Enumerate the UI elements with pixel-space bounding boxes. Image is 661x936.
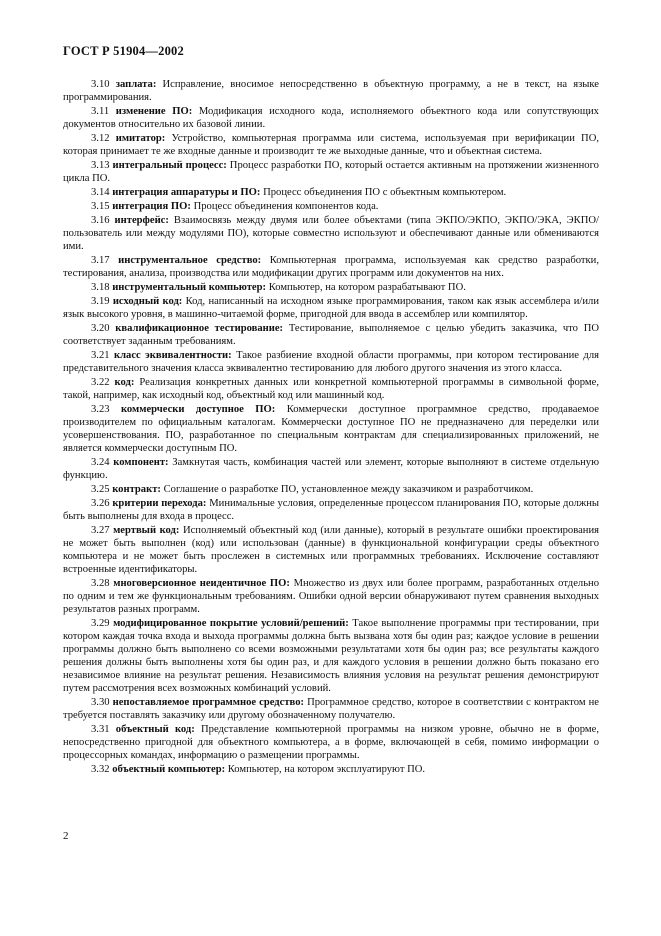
entry-term: мертвый код: <box>113 524 180 536</box>
definition-entry <box>63 696 599 722</box>
entry-text: Процесс разработки ПО, который остается активным на протяжении жизненного цикла ПО. <box>63 159 599 185</box>
entry-text: Исправление, вносимое непосредственно в объектную программу, а не в текст, на языке программирования. <box>63 79 599 104</box>
entry-text: Соглашение о разработке ПО, установленное между заказчиком и разработчиком. <box>163 483 534 495</box>
entry-text: Коммерчески доступное программное средство, продаваемое производителем по официальным каталогам. Коммерчески доступное ПО не предназначено для переделки или усовершенствования. ПО, разработанное по специальным контрактам для специализированных приложений, не является коммерчески доступным ПО. <box>63 403 599 454</box>
entry-number: 3.16 <box>91 214 110 226</box>
entry-term: инструментальный компьютер: <box>112 281 267 293</box>
entry-text: Модификация исходного кода, исполняемого объектного кода или сопутствующих документов относительно их базовой линии. <box>63 105 599 131</box>
entry-number: 3.15 <box>91 200 110 212</box>
definition-entry <box>63 159 599 185</box>
page-number: 2 <box>63 830 69 842</box>
entry-number: 3.24 <box>91 456 110 468</box>
definition-entry <box>63 200 599 213</box>
entry-text: Компьютерная программа, используемая как средство разработки, тестирования, анализа, производства или модификации других программ или документов на них. <box>63 254 599 279</box>
entry-number: 3.18 <box>91 281 110 293</box>
entry-number: 3.19 <box>91 295 110 307</box>
entry-number: 3.13 <box>91 159 110 171</box>
entry-number: 3.11 <box>91 105 110 117</box>
entry-number: 3.28 <box>91 577 110 589</box>
document-header: ГОСТ Р 51904—2002 <box>63 44 184 58</box>
entry-number: 3.12 <box>91 132 110 144</box>
definition-entry <box>63 617 599 696</box>
entry-number: 3.30 <box>91 697 110 709</box>
definition-entry <box>63 456 599 482</box>
entry-term: непоставляемое программное средство: <box>112 697 305 709</box>
entry-text: Множество из двух или более программ, разработанных отдельно по одним и тем же функциональным требованиям. Ошибки одной версии обнаруживают путем сравнения выходных результатов разных программ. <box>63 577 599 615</box>
entry-term: контракт: <box>112 483 161 495</box>
entry-number: 3.31 <box>91 724 110 736</box>
entry-term: коммерчески доступное ПО: <box>120 403 276 415</box>
entry-term: исходный код: <box>112 295 183 307</box>
entry-text: Компьютер, на котором эксплуатируют ПО. <box>227 764 426 776</box>
entry-term: квалификационное тестирование: <box>115 322 284 334</box>
definition-entry <box>63 281 599 294</box>
entry-text: Программное средство, которое в соответствии с контрактом не требуется поставлять заказчику или другому обозначенному получателю. <box>63 697 599 722</box>
definition-entry <box>63 577 599 616</box>
entry-text: Представление компьютерной программы на низком уровне, обычно не в форме, непосредственно пригодной для объектного компьютера, а в форме, включающей в себя, помимо информации о процессорных командах, информацию о размещении программы. <box>63 724 599 762</box>
entry-term: критерии перехода: <box>112 497 207 509</box>
definition-entry <box>63 524 599 576</box>
entry-number: 3.21 <box>91 349 110 361</box>
entry-term: класс эквивалентности: <box>113 349 232 361</box>
definition-entry <box>63 295 599 321</box>
entry-number: 3.14 <box>91 186 110 198</box>
entry-text: Тестирование, выполняемое с целью убедить заказчика, что ПО соответствует заданным требованиям. <box>63 322 599 347</box>
entry-term: интерфейс: <box>114 214 169 226</box>
entry-number: 3.20 <box>91 322 110 334</box>
entry-text: Код, написанный на исходном языке программирования, таком как язык ассемблера и/или язык высокого уровня, в машинно-читаемой форме, пригодной для ввода в ассемблер или компилятор. <box>63 295 599 320</box>
entry-term: инструментальное средство: <box>118 254 262 266</box>
entry-term: интеграция ПО: <box>112 200 191 212</box>
entry-term: объектный код: <box>115 724 195 736</box>
entry-text: Устройство, компьютерная программа или система, используемая при верификации ПО, которая принимает те же входные данные и производит те же выходные данные, что и объектная система. <box>63 132 600 158</box>
entry-number: 3.25 <box>91 483 110 495</box>
entry-number: 3.32 <box>91 764 110 776</box>
definition-entry <box>63 483 599 496</box>
entry-term: изменение ПО: <box>115 105 193 117</box>
definition-entry <box>63 376 599 402</box>
definition-entry <box>63 723 599 762</box>
entry-text: Замкнутая часть, комбинация частей или элемент, которые выполняют в системе отдельную функцию. <box>63 456 599 481</box>
entry-text: Компьютер, на котором разрабатывают ПО. <box>268 281 466 293</box>
entry-text: Процесс объединения ПО с объектным компьютером. <box>263 186 507 198</box>
definition-entry <box>63 78 599 104</box>
definition-entry <box>63 763 599 776</box>
entry-number: 3.10 <box>91 79 110 90</box>
entry-number: 3.29 <box>91 617 110 629</box>
definition-entry <box>63 497 599 523</box>
definition-entry <box>63 132 599 158</box>
entry-number: 3.23 <box>91 403 110 415</box>
definition-entry <box>63 105 599 131</box>
entry-term: интегральный процесс: <box>112 159 227 171</box>
entry-term: модифицированное покрытие условий/решений: <box>113 617 349 629</box>
entry-term: имитатор: <box>115 132 166 144</box>
definition-entry <box>63 322 599 348</box>
entry-number: 3.17 <box>91 254 110 266</box>
entry-number: 3.22 <box>91 376 110 388</box>
entry-term: компонент: <box>113 456 169 468</box>
entry-term: многоверсионное неидентичное ПО: <box>113 577 290 589</box>
entry-term: объектный компьютер: <box>112 764 226 776</box>
entry-number: 3.26 <box>91 497 110 509</box>
definitions-list <box>63 78 599 777</box>
entry-text: Реализация конкретных данных или конкретной компьютерной программы в символьной форме, такой, например, как исходный код, объектный код или машинный код. <box>63 376 599 401</box>
entry-text: Минимальные условия, определенные процессом планирования ПО, которые должны быть выполнены для входа в процесс. <box>63 497 599 522</box>
definition-entry <box>63 403 599 455</box>
definition-entry <box>63 254 599 280</box>
entry-text: Исполняемый объектный код (или данные), который в результате ошибки проектирования не может быть выполнен (код) или использован (данные) в функциональной конфигурации среды объектного компьютера и не может быть прослежен в системных или программных требованиях. Исключение составляют встроенные идентификаторы. <box>63 524 599 575</box>
entry-term: интеграция аппаратуры и ПО: <box>112 186 261 198</box>
entry-number: 3.27 <box>91 524 110 536</box>
definition-entry <box>63 214 599 253</box>
entry-text: Процесс объединения компонентов кода. <box>193 200 379 212</box>
entry-text: Такое выполнение программы при тестировании, при котором каждая точка входа и выхода программы должна быть вызвана хотя бы один раз; каждое условие в решении программы должно быть выполнено со всеми возможными результатами хотя бы один раз; все результаты каждого решения должны быть выполнены хотя бы один раз, и для каждого условия в решении должно быть показано его независимое влияние на результат решения. Независимость влияния условия на результат решения демонстрируют путем рассмотрения всех возможных комбинаций условий. <box>63 617 599 695</box>
entry-term: код: <box>114 376 135 388</box>
definition-entry <box>63 349 599 375</box>
entry-term: заплата: <box>115 79 157 90</box>
entry-text: Взаимосвязь между двумя или более объектами (типа ЭКПО/ЭКПО, ЭКПО/ЭКА, ЭКПО/пользователь или между модулями ПО), которые совместно используют и обеспечивают данные или обмениваются ими. <box>63 214 599 252</box>
definition-entry <box>63 186 599 199</box>
entry-text: Такое разбиение входной области программы, при котором тестирование для представительного значения класса эквивалентно тестированию для любого другого значения из этого класса. <box>63 349 599 374</box>
